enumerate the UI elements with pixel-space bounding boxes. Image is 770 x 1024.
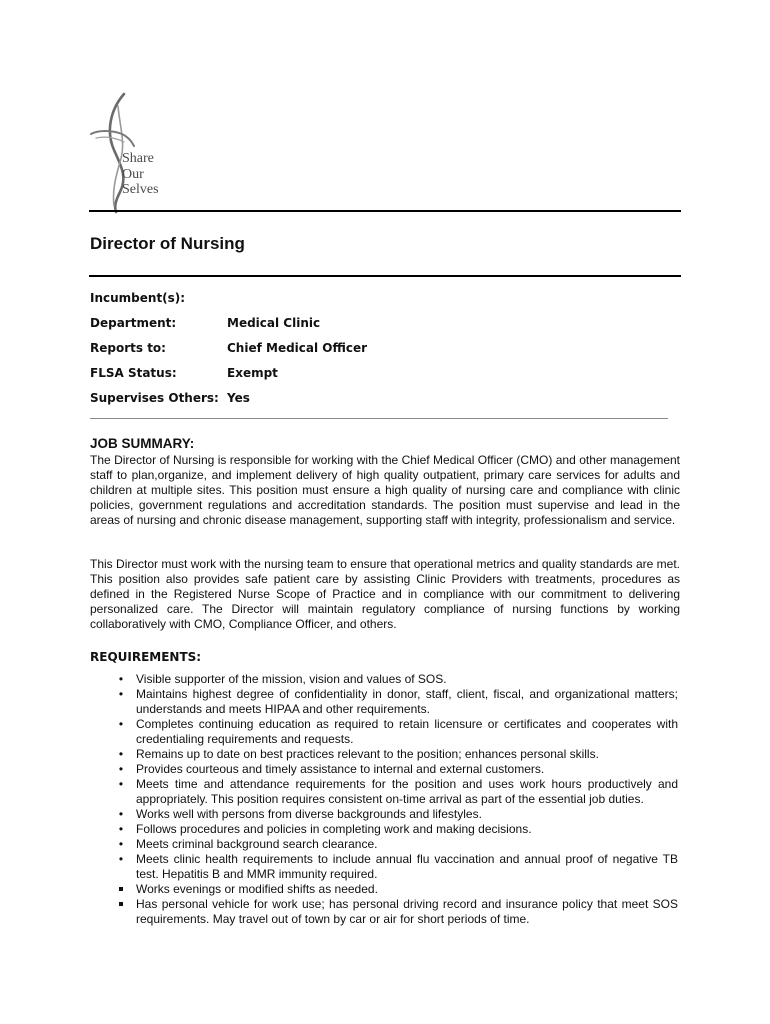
requirement-item (90, 852, 690, 882)
requirement-item (90, 687, 690, 717)
requirement-text: Remains up to date on best practices relevant to the position; enhances personal skills. (136, 747, 599, 761)
bullet-dot-icon (116, 672, 126, 687)
job-summary-paragraph-2: This Director must work with the nursing team to ensure that operational metrics and quality standards are met. This position also provides safe patient care by assisting Clinic Providers with treatments, procedures as defined in the Registered Nurse Scope of Practice and in compliance with our commitment to delivering personalized care. The Director will maintain regulatory compliance of nursing functions by working collaboratively with CMO, Compliance Officer, and others. (90, 557, 680, 631)
page-title: Director of Nursing (90, 234, 245, 253)
field-label-reports-to: Reports to: (90, 341, 166, 355)
title-divider (89, 275, 681, 277)
bullet-dot-icon (116, 837, 126, 852)
requirement-text: Maintains highest degree of confidentiality in donor, staff, client, fiscal, and organizational matters; understands and meets HIPAA and other requirements. (136, 687, 678, 716)
logo-word-selves: Selves (122, 182, 159, 197)
requirement-item (90, 762, 690, 777)
job-summary-paragraph-1: The Director of Nursing is responsible for working with the Chief Medical Officer (CMO) and other management staff to plan,organize, and implement delivery of high quality outpatient, primary care services for adults and children at multiple sites. This position must ensure a high quality of nursing care and compliance with clinic policies, government regulations and accreditation standards. The position must supervise and lead in the areas of nursing and chronic disease management, supporting staff with integrity, professionalism and service. (90, 453, 680, 527)
requirement-text: Meets criminal background search clearance. (136, 837, 378, 851)
requirement-item (90, 672, 690, 687)
field-label-department: Department: (90, 316, 177, 330)
requirement-item (90, 837, 690, 852)
field-label-supervises-others: Supervises Others: (90, 391, 219, 405)
share-our-selves-logo (84, 92, 194, 214)
requirement-text: Meets time and attendance requirements for the position and uses work hours productively and appropriately. This position requires consistent on-time arrival as part of the essential job duties. (136, 777, 678, 806)
requirement-text: Provides courteous and timely assistance to internal and external customers. (136, 762, 545, 776)
logo-word-our: Our (122, 167, 144, 182)
logo-word-share: Share (122, 151, 154, 166)
requirement-item (90, 822, 690, 837)
field-value-reports-to: Chief Medical Officer (227, 341, 368, 355)
bullet-dot-icon (116, 687, 126, 702)
field-value-supervises-others: Yes (227, 391, 250, 405)
bullet-dot-icon (116, 762, 126, 777)
requirements-heading: REQUIREMENTS: (90, 650, 202, 664)
bullet-dot-icon (116, 717, 126, 732)
requirement-text: Has personal vehicle for work use; has personal driving record and insurance policy that meet SOS requirements. May travel out of town by car or air for short periods of time. (136, 897, 678, 926)
requirement-text: Works well with persons from diverse backgrounds and lifestyles. (136, 807, 482, 821)
field-value-flsa-status: Exempt (227, 366, 278, 380)
requirement-item (90, 717, 690, 747)
header-divider (89, 210, 681, 212)
requirement-item (90, 807, 690, 822)
requirement-item (90, 777, 690, 807)
bullet-dot-icon (116, 852, 126, 867)
bullet-square-icon (116, 882, 126, 897)
requirement-text: Visible supporter of the mission, vision and values of SOS. (136, 672, 447, 686)
field-label-incumbents: Incumbent(s): (90, 291, 186, 305)
bullet-dot-icon (116, 777, 126, 792)
field-value-department: Medical Clinic (227, 316, 321, 330)
requirement-text: Works evenings or modified shifts as needed. (136, 882, 378, 896)
requirement-text: Meets clinic health requirements to include annual flu vaccination and annual proof of negative TB test. Hepatitis B and MMR immunity required. (136, 852, 678, 881)
job-summary-heading: JOB SUMMARY: (90, 436, 195, 451)
requirement-text: Follows procedures and policies in completing work and making decisions. (136, 822, 532, 836)
bullet-dot-icon (116, 807, 126, 822)
requirement-text: Completes continuing education as required to retain licensure or certificates and cooperates with credentialing requirements and requests. (136, 717, 678, 746)
fields-divider (90, 418, 668, 419)
field-label-flsa-status: FLSA Status: (90, 366, 177, 380)
bullet-dot-icon (116, 747, 126, 762)
bullet-dot-icon (116, 822, 126, 837)
requirements-list (90, 672, 690, 927)
requirement-item (90, 747, 690, 762)
requirement-item (90, 882, 690, 897)
bullet-square-icon (116, 897, 126, 912)
requirement-item (90, 897, 690, 927)
